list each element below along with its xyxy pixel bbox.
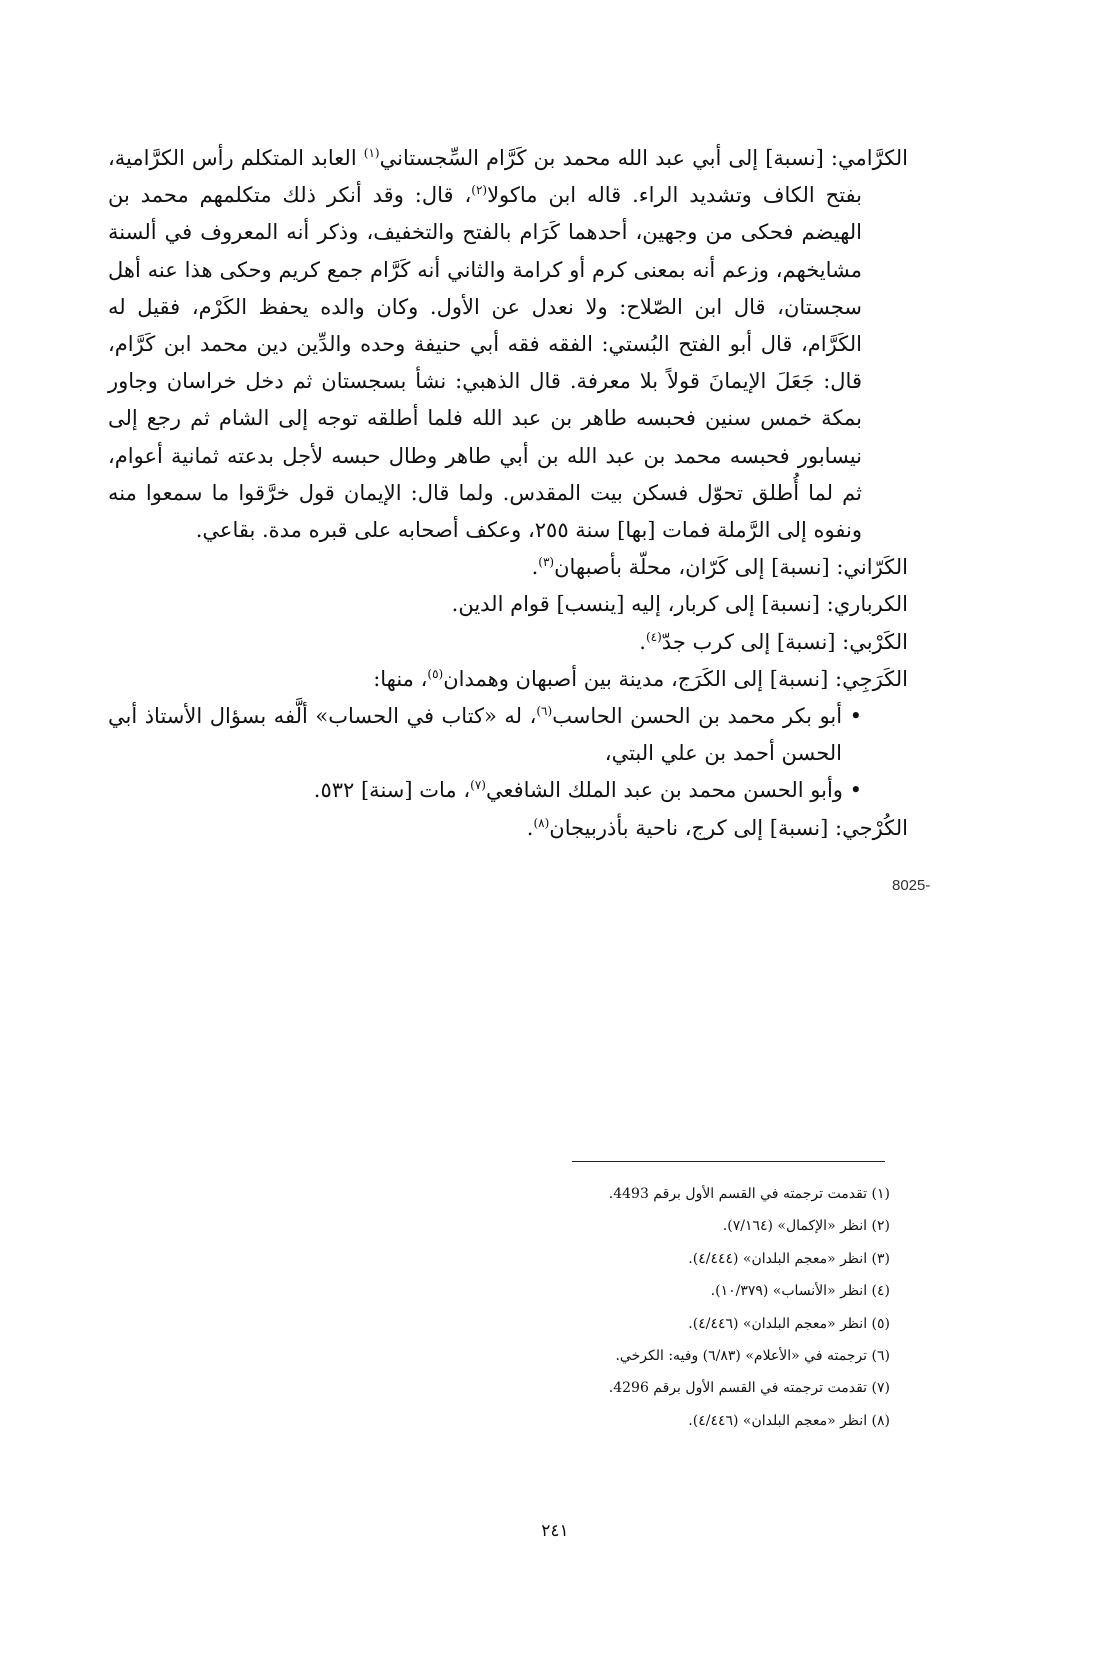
footnote-ref: (٢) — [471, 183, 488, 198]
entry-head: الكَرّاني: — [836, 555, 908, 580]
footnote-divider — [572, 1161, 885, 1162]
entry-karbi: الكَرْبي: [نسبة] إلى كرب جدّ$^{(٤)}$. — [639, 629, 908, 654]
entry-karbari: الكرباري: [نسبة] إلى كربار، إليه [ينسب] قوام الدين. — [451, 592, 908, 617]
footnote: (٢) انظر «الإكمال» (٧/١٦٤). — [722, 1218, 890, 1235]
footnote: (٧) تقدمت ترجمته في القسم الأول برقم 4296. — [608, 1380, 890, 1397]
footnote: (٣) انظر «معجم البلدان» (٤/٤٤٤). — [688, 1250, 890, 1267]
entry-karrami: الكرَّامي: [نسبة] إلى أبي عبد الله محمد بن كَرَّام السِّجستاني$^{(١)}$ العابد المتكلم رأس الكرَّامية، بفتح الكاف وتشديد الراء. قاله ابن ماكولا$^{(٢)}$، قال: وقد أنكر ذلك متكلمهم محمد بن الهيضم فحكى من وجهين، أحدهما كَرَام بالفتح والتخفيف، وذكر أنه المعروف في ألسنة مشايخهم، وزعم أنه بمعنى كرم أو كرامة والثاني أنه كَرَّام جمع كريم وحكى هذا عنه أهل سجستان، قال ابن الصّلاح: ولا نعدل عن الأول. وكان والده يحفظ الكَرْم، فقيل له الكَرَّام، قال أبو الفتح البُستي: الفقه فقه أبي حنيفة وحده والدِّين دين محمد ابن كَرَّام، قال: جَعَلَ الإيمانَ قولاً بلا معرفة. قال الذهبي: نشأ بسجستان ثم دخل خراسان وجاور بمكة خمس سنين فحبسه طاهر بن عبد الله فلما أطلقه توجه إلى الشام ثم رجع إلى نيسابور فحبسه محمد بن عبد الله بن أبي طاهر وطال حبسه لأجل بدعته ثمانية أعوام، ثم لما أُطلق تحوّل فسكن بيت المقدس. ولما قال: الإيمان قول خرَّقوا ما سمعوا منه ونفوه إلى الرَّملة فمات [بها] سنة ٢٥٥، وعكف أصحابه على قبره مدة. بقاعي. — [108, 146, 908, 543]
entry-head: الكَرْبي: — [842, 629, 908, 654]
footnote-ref: (٥) — [427, 666, 444, 681]
entry-head: الكَرَجِي: — [835, 666, 908, 691]
entry-number-marker: 8025- — [892, 877, 931, 894]
footnote-ref: (٧) — [470, 778, 486, 793]
footnote-ref: (١) — [363, 146, 380, 160]
footnote-ref: (٨) — [533, 815, 550, 830]
entry-karrani: الكَرّاني: [نسبة] إلى كَرّان، محلّة بأصبهان$^{(٣)}$. — [531, 555, 908, 580]
entry-head: الكُرْجي: — [835, 815, 908, 840]
footnote-ref: (٦) — [536, 704, 553, 719]
sub-entry: • وأبو الحسن محمد بن عبد الملك الشافعي$^{(٧)}$، مات [سنة] ٥٣٢. — [108, 772, 908, 809]
footnote: (٥) انظر «معجم البلدان» (٤/٤٤٦). — [688, 1315, 890, 1332]
footnote: (١) تقدمت ترجمته في القسم الأول برقم 4493. — [608, 1186, 890, 1202]
footnote: (٦) ترجمته في «الأعلام» (٦/٨٣) وفيه: الكرخي. — [615, 1348, 890, 1365]
footnote: (٨) انظر «معجم البلدان» (٤/٤٤٦). — [688, 1412, 890, 1429]
footnote-ref: (٤) — [645, 629, 662, 644]
entry-kurji: الكُرْجي: [نسبة] إلى كرج، ناحية بأذربيجان$^{(٨)}$. — [526, 815, 908, 840]
footnote: (٤) انظر «الأنساب» (١٠/٣٧٩). — [710, 1283, 890, 1300]
footnotes — [400, 1178, 890, 1437]
footnote-ref: (٣) — [538, 555, 555, 570]
main-text — [108, 140, 908, 847]
page-number: ٢٤١ — [541, 1521, 569, 1541]
entry-head: الكرباري: — [826, 592, 908, 617]
entry-karaji: الكَرَجِي: [نسبة] إلى الكَرَج، مدينة بين أصبهان وهمدان$^{(٥)}$، منها: — [373, 666, 908, 691]
sub-entry: • أبو بكر محمد بن الحسن الحاسب$^{(٦)}$، له «كتاب في الحساب» ألَّفه بسؤال الأستاذ أبي الحسن أحمد بن علي البتي، — [108, 698, 908, 772]
entry-head: الكرَّامي: — [830, 146, 908, 170]
